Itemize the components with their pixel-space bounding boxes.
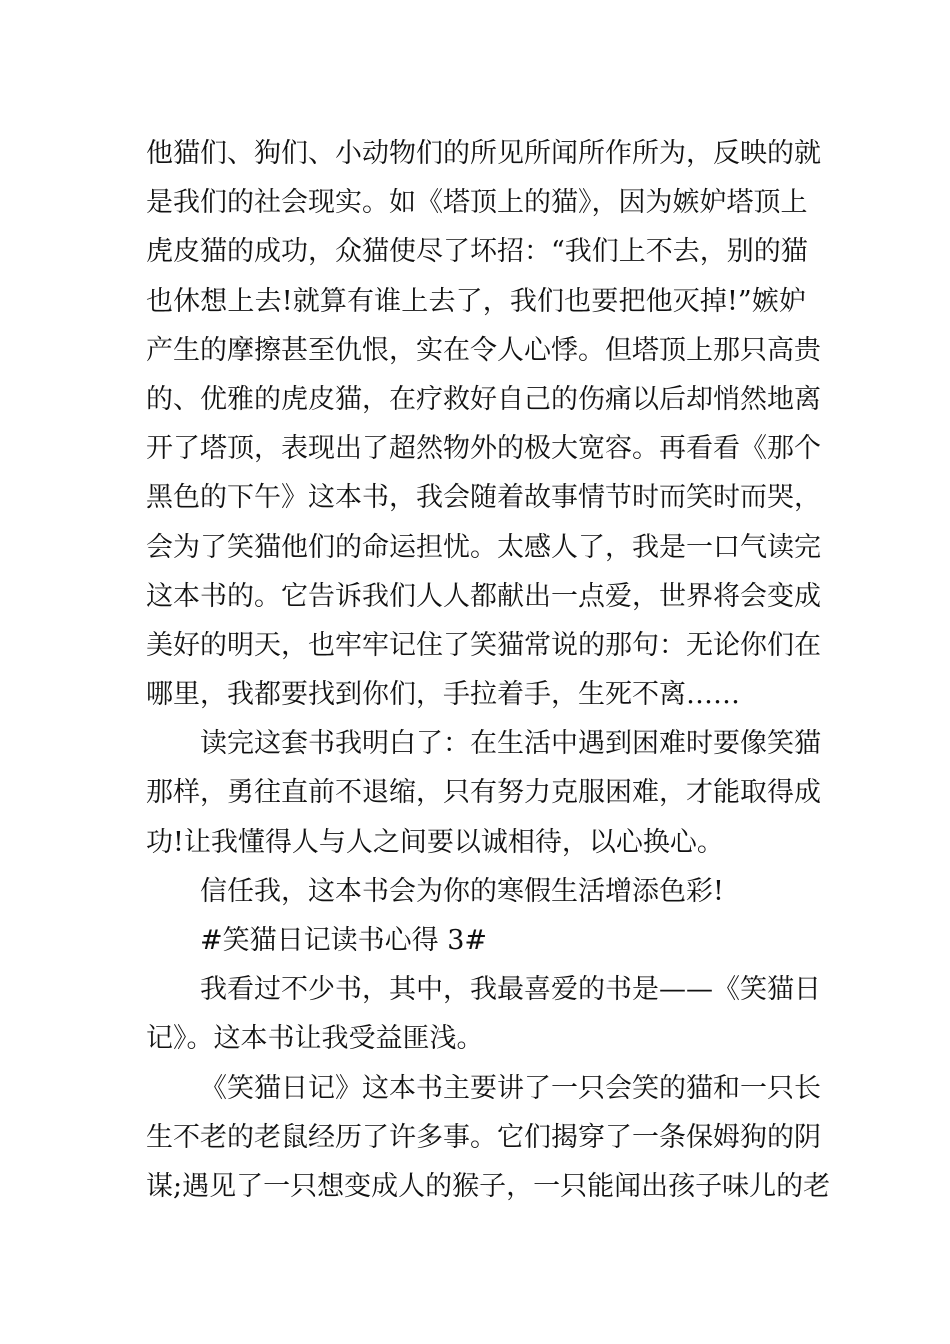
- section-heading: #笑猫日记读书心得 3#: [200, 925, 488, 956]
- text-line: 谋;遇见了一只想变成人的猴子，一只能闻出孩子味儿的老: [146, 1170, 831, 1202]
- text-line: 的、优雅的虎皮猫，在疗救好自己的伤痛以后却悄然地离: [146, 383, 821, 415]
- text-line: 也休想上去!就算有谁上去了，我们也要把他灭掉!”嫉妒: [146, 285, 806, 317]
- paragraph-first-line: 我看过不少书，其中，我最喜爱的书是——《笑猫日: [200, 974, 821, 1006]
- paragraph-first-line: 读完这套书我明白了：在生活中遇到困难时要像笑猫: [200, 728, 821, 760]
- text-line: 产生的摩擦甚至仇恨，实在令人心悸。但塔顶上那只高贵: [146, 334, 821, 366]
- text-line: 是我们的社会现实。如《塔顶上的猫》，因为嫉妒塔顶上: [146, 187, 808, 219]
- text-line: 黑色的下午》这本书，我会随着故事情节时而笑时而哭，: [146, 482, 821, 514]
- text-line: 虎皮猫的成功，众猫使尽了坏招：“我们上不去，别的猫: [146, 236, 808, 268]
- text-line: 这本书的。它告诉我们人人都献出一点爱，世界将会变成: [146, 580, 821, 612]
- text-line: 他猫们、狗们、小动物们的所见所闻所作所为，反映的就: [146, 138, 821, 169]
- text-line: 会为了笑猫他们的命运担忧。太感人了，我是一口气读完: [146, 531, 821, 563]
- text-line: 美好的明天，也牢牢记住了笑猫常说的那句：无论你们在: [146, 629, 821, 661]
- paragraph-first-line: 《笑猫日记》这本书主要讲了一只会笑的猫和一只长: [200, 1072, 821, 1104]
- text-line: 那样，勇往直前不退缩，只有努力克服困难，才能取得成: [146, 777, 821, 809]
- text-line: 生不老的老鼠经历了许多事。它们揭穿了一条保姆狗的阴: [146, 1121, 821, 1153]
- text-line: 记》。这本书让我受益匪浅。: [146, 1023, 484, 1055]
- text-line: 哪里，我都要找到你们，手拉着手，生死不离……: [146, 679, 740, 711]
- text-line: 功!让我懂得人与人之间要以诚相待，以心换心。: [146, 826, 724, 858]
- document-body: [146, 129, 831, 1211]
- paragraph-first-line: 信任我，这本书会为你的寒假生活增添色彩!: [200, 875, 724, 907]
- text-line: 开了塔顶，表现出了超然物外的极大宽容。再看看《那个: [146, 433, 821, 465]
